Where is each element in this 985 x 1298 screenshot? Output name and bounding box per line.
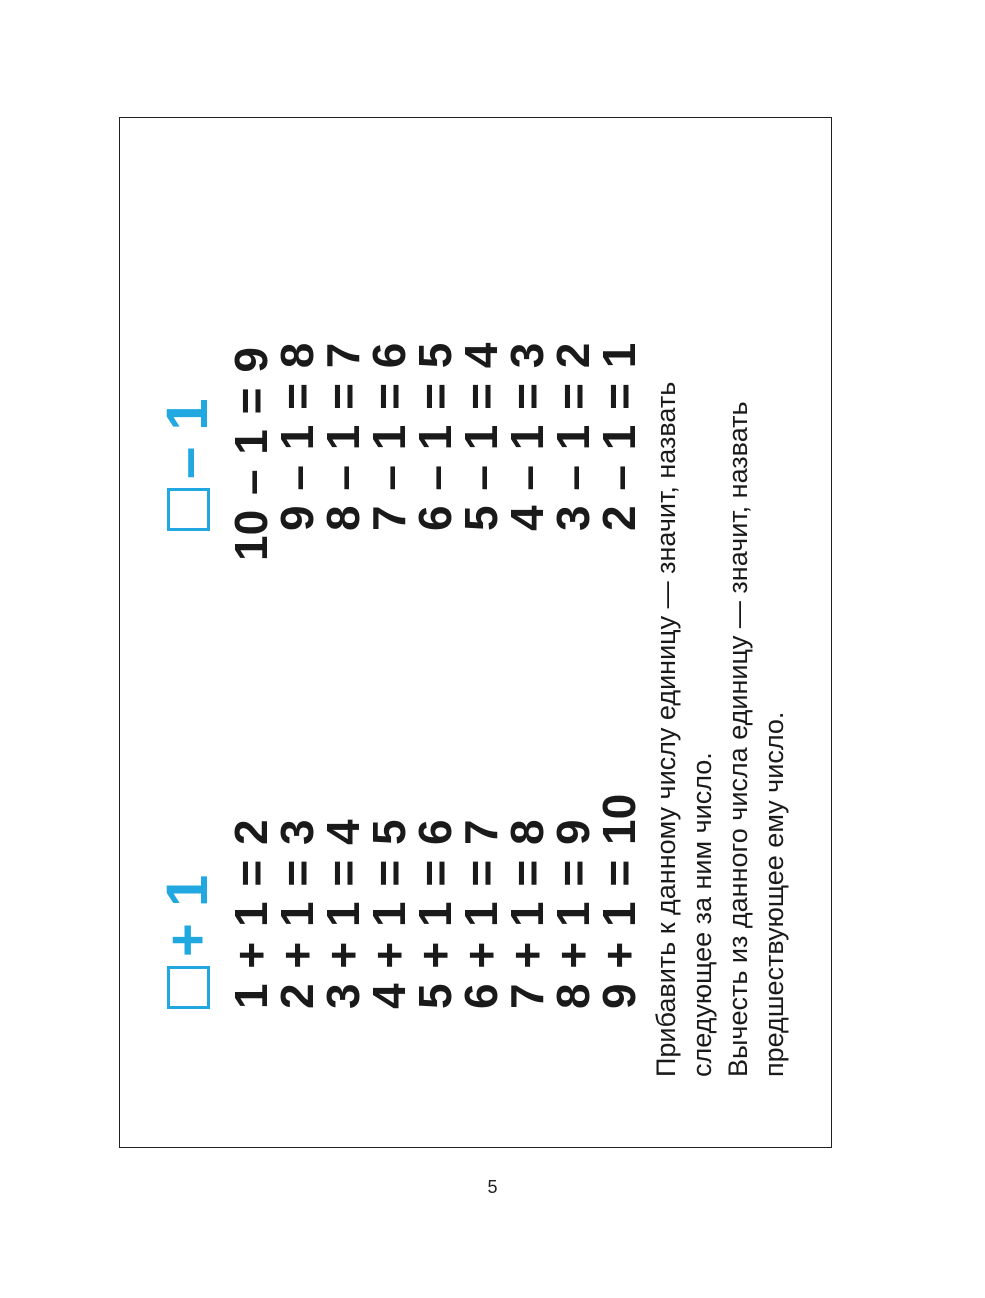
rule-line: Вычесть из данного числа единицу — значит, назвать [723,401,753,1077]
addition-equation: 6 + 1 = 7 [455,819,507,1009]
page-number: 5 [487,1177,498,1197]
subtraction-equation: 7 – 1 = 6 [363,342,415,531]
subtraction-equation: 2 – 1 = 1 [593,342,645,531]
rotated-content [120,118,833,1149]
subtraction-equation: 8 – 1 = 7 [317,342,369,531]
addition-equation: 4 + 1 = 5 [363,819,415,1009]
subtraction-equation: 4 – 1 = 3 [501,342,553,531]
addition-equation: 3 + 1 = 4 [317,819,369,1009]
subtraction-equation: 9 – 1 = 8 [271,342,323,531]
addition-equation: 9 + 1 = 10 [593,793,645,1009]
rule-line: следующее за ним число. [687,752,717,1077]
rule-line: предшествующее ему число. [759,711,789,1077]
addition-equation: 1 + 1 = 2 [225,819,277,1009]
addition-equation: 8 + 1 = 9 [547,819,599,1009]
empty-box-icon [167,488,210,531]
subtraction-equation: 10 – 1 = 9 [225,347,277,561]
subtraction-equation: 3 – 1 = 2 [547,342,599,531]
empty-box-icon [167,966,210,1009]
subtraction-equation: 6 – 1 = 5 [409,342,461,531]
addition-equation: 7 + 1 = 8 [501,819,553,1009]
plus-one-symbol: + 1 [155,874,220,957]
subtraction-equation: 5 – 1 = 4 [455,342,507,531]
rule-line: Прибавить к данному числу единицу — значит, назвать [651,381,681,1077]
minus-one-symbol: – 1 [155,398,220,479]
addition-equation: 5 + 1 = 6 [409,819,461,1009]
addition-equation: 2 + 1 = 3 [271,819,323,1009]
content-frame [119,117,832,1148]
